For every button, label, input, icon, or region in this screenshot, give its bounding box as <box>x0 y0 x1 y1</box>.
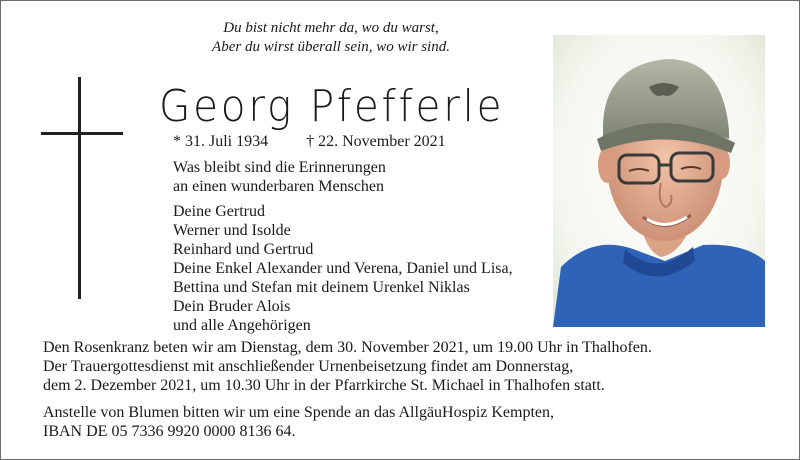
quote-line: Was bleibt sind die Erinnerungen <box>173 159 386 176</box>
mourner-line: Deine Enkel Alexander und Verena, Daniel und Lisa, <box>173 260 513 277</box>
verse <box>151 19 511 57</box>
iban-line: IBAN DE 05 7336 9920 0000 8136 64. <box>43 423 296 440</box>
life-dates <box>173 133 446 151</box>
mourner-line: Dein Bruder Alois <box>173 298 291 315</box>
mourner-line: und alle Angehörigen <box>173 317 311 334</box>
birth-date: * 31. Juli 1934 <box>173 133 269 150</box>
cross-icon <box>41 77 123 299</box>
mourner-line: Reinhard und Gertrud <box>173 241 314 258</box>
details-line: dem 2. Dezember 2021, um 10.30 Uhr in der Pfarrkirche St. Michael in Thalhofen statt. <box>43 377 605 394</box>
quote-line: an einen wunderbaren Menschen <box>173 178 385 195</box>
mourner-line: Werner und Isolde <box>173 222 291 239</box>
verse-line: Du bist nicht mehr da, wo du warst, <box>223 20 439 36</box>
verse-line: Aber du wirst überall sein, wo wir sind. <box>212 39 450 55</box>
portrait-photo <box>553 35 765 327</box>
mourner-line: Deine Gertrud <box>173 203 265 220</box>
death-date: † 22. November 2021 <box>306 133 446 150</box>
donation-line: Anstelle von Blumen bitten wir um eine Spende an das AllgäuHospiz Kempten, <box>43 404 555 421</box>
memorial-quote <box>173 158 386 196</box>
mourner-line: Bettina und Stefan mit deinem Urenkel Niklas <box>173 279 470 296</box>
mourners-list <box>173 202 513 335</box>
details-line: Den Rosenkranz beten wir am Dienstag, dem 30. November 2021, um 19.00 Uhr in Thalhofen. <box>43 339 652 356</box>
deceased-name: Georg Pfefferle <box>159 81 505 132</box>
service-details <box>43 338 652 441</box>
details-line: Der Trauergottesdienst mit anschließender Urnenbeisetzung findet am Donnerstag, <box>43 358 574 375</box>
